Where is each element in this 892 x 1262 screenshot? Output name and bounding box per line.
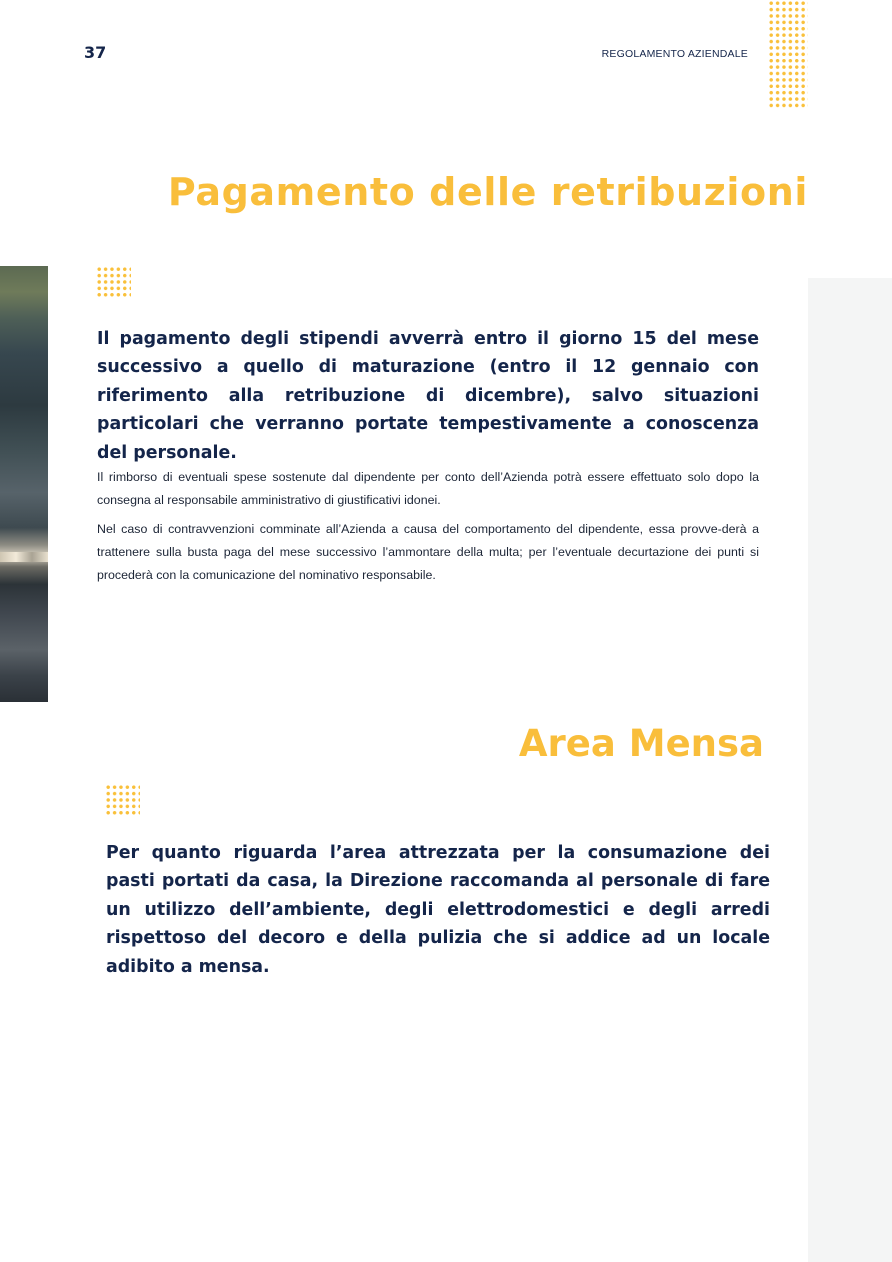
payment-lead-paragraph: Il pagamento degli stipendi avverrà entro il giorno 15 del mese successivo a quello di maturazione (entro il 12 gennaio con riferimento alla retribuzione di dicembre), salvo situazioni particolari che verranno portate tempestivamente a conoscenza del personale. xyxy=(97,329,759,463)
decorative-dot-pattern-top xyxy=(768,0,808,108)
document-title: REGOLAMENTO AZIENDALE xyxy=(601,48,748,60)
building-photo-strip xyxy=(0,266,48,702)
page-number: 37 xyxy=(84,43,107,62)
reimbursement-paragraph: Il rimborso di eventuali spese sostenute dal dipendente per conto dell’Azienda potrà essere effettuato solo dopo la consegna al responsabile amministrativo di giustificativi idonei. xyxy=(97,470,759,507)
side-panel-background xyxy=(808,278,892,1262)
fines-paragraph: Nel caso di contravvenzioni comminate all’Azienda a causa del comportamento del dipendente, essa provve-derà a trattenere sulla busta paga del mese successivo l’ammontare della multa; per l’eventuale decurtazione dei punti si procederà con la comunicazione del nominativo responsabile. xyxy=(97,522,759,582)
decorative-dot-pattern-canteen xyxy=(105,784,140,816)
canteen-lead-paragraph: Per quanto riguarda l’area attrezzata per la consumazione dei pasti portati da casa, la Direzione raccomanda al personale di fare un utilizzo dell’ambiente, degli elettrodomestici e degli arredi rispettoso del decoro e della pulizia che si addice ad un locale adibito a mensa. xyxy=(106,843,770,977)
section-title-payment: Pagamento delle retribuzioni xyxy=(167,170,808,214)
decorative-dot-pattern-payment xyxy=(96,266,131,298)
section-title-canteen: Area Mensa xyxy=(518,722,764,765)
